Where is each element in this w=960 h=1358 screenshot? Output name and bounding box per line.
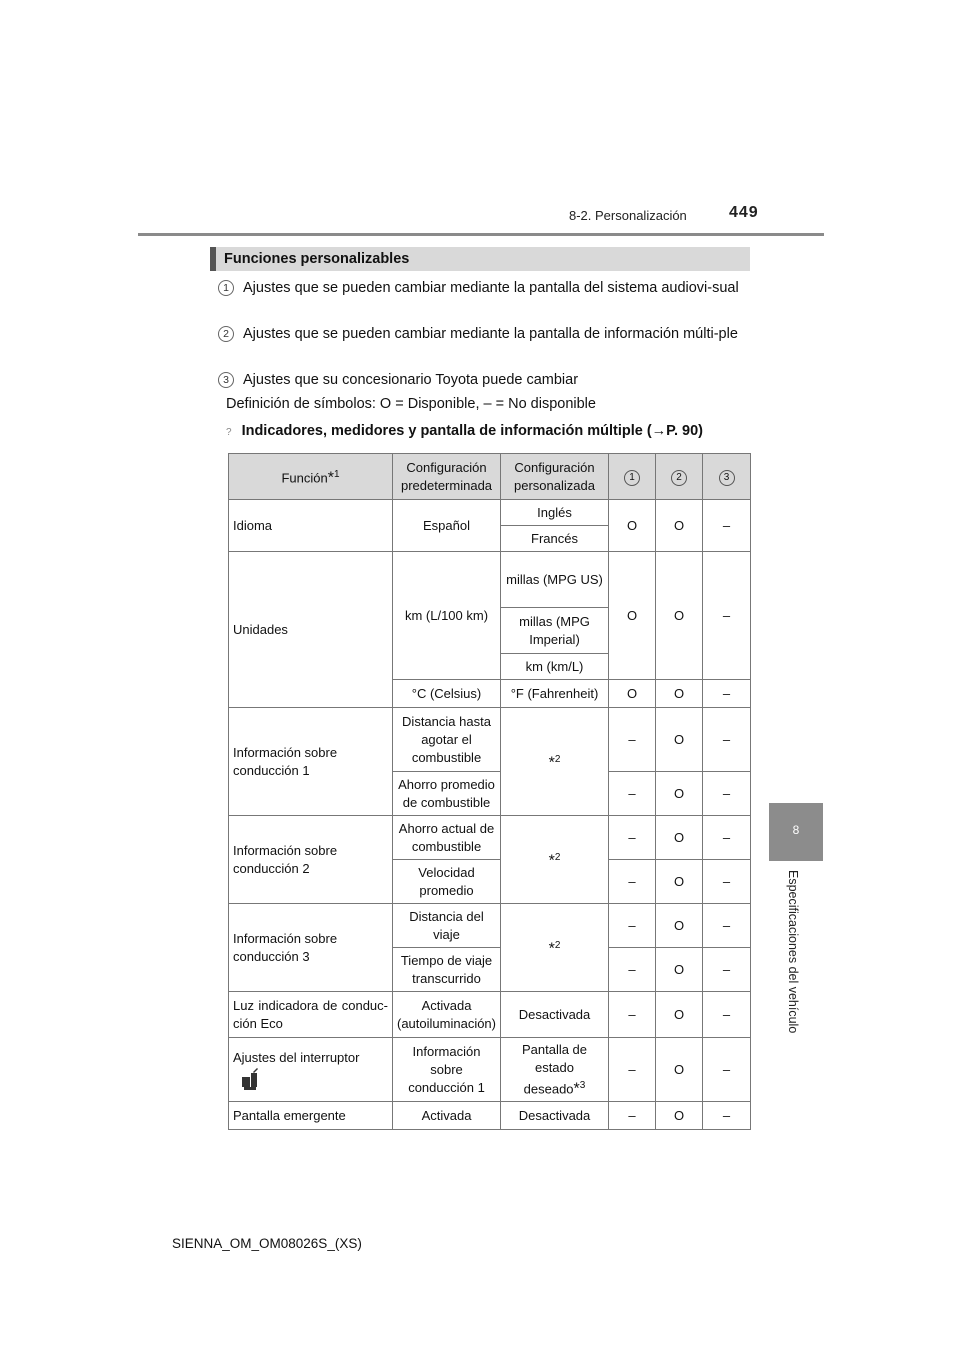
subheading-text: Indicadores, medidores y pantalla de información múltiple (→P. 90) [241,423,703,439]
item-2-text: Ajustes que se pueden cambiar mediante la pantalla de información múlti-ple [243,326,738,342]
cell-custom: millas (MPG US) [501,552,609,608]
table-row [229,552,751,608]
cell-c2: O [656,904,703,948]
cell-c1: – [609,860,656,904]
cell-c3: – [703,816,751,860]
cell-item: Tiempo de viaje transcurrido [393,948,501,992]
document-footer: SIENNA_OM_OM08026S_(XS) [172,1236,362,1251]
cell-c3: – [703,772,751,816]
cell-function: Luz indicadora de conduc-ción Eco [229,992,393,1038]
item-3-text: Ajustes que su concesionario Toyota puede cambiar [243,372,579,388]
cell-item: Velocidad promedio [393,860,501,904]
cell-custom: Pantalla de estado deseado*$^3$ [501,1038,609,1102]
cell-c3: – [703,860,751,904]
cell-c2: O [656,948,703,992]
cell-c2: O [656,680,703,708]
cell-default: °C (Celsius) [393,680,501,708]
cell-c1: – [609,1102,656,1130]
header-col-2: 2 [656,454,703,500]
cell-function: Unidades [229,552,393,708]
number-badge-1: 1 [218,280,234,296]
cell-c3: – [703,708,751,772]
header-custom: Configuración personalizada [501,454,609,500]
cell-c2: O [656,1038,703,1102]
bullet-mark: ? [226,427,232,438]
cell-function: Información sobre conducción 2 [229,816,393,904]
table-row [229,992,751,1038]
cell-c2: O [656,708,703,772]
cell-custom: Desactivada [501,992,609,1038]
cell-c2: O [656,1102,703,1130]
cell-default: km (L/100 km) [393,552,501,680]
table-row [229,708,751,772]
cell-custom: millas (MPG Imperial) [501,608,609,654]
cell-default: Activada (autoiluminación) [393,992,501,1038]
cell-custom: Francés [501,526,609,552]
cell-c2: O [656,772,703,816]
cell-custom: Desactivada [501,1102,609,1130]
cell-c2: O [656,552,703,680]
meter-switch-icon [241,1067,259,1091]
cell-c3: – [703,1102,751,1130]
cell-custom: *$^2$ [501,904,609,992]
header-default: Configuración predeterminada [393,454,501,500]
cell-custom: Inglés [501,500,609,526]
table-row [229,816,751,860]
cell-c1: O [609,500,656,552]
cell-custom: km (km/L) [501,654,609,680]
cell-custom: *$^2$ [501,708,609,816]
table-row [229,1102,751,1130]
cell-item: Distancia del viaje [393,904,501,948]
cell-c3: – [703,680,751,708]
table-row [229,904,751,948]
cell-c1: O [609,552,656,680]
cell-c3: – [703,500,751,552]
cell-function: Ajustes del interruptor [229,1038,393,1102]
cell-c3: – [703,1038,751,1102]
cell-item: Distancia hasta agotar el combustible [393,708,501,772]
cell-function: Idioma [229,500,393,552]
cell-c1: – [609,948,656,992]
cell-c3: – [703,904,751,948]
cell-custom: *$^2$ [501,816,609,904]
chapter-tab [769,803,823,861]
cell-custom: °F (Fahrenheit) [501,680,609,708]
cell-default: Español [393,500,501,552]
cell-c1: – [609,992,656,1038]
header-function: Función*$^1$ [229,454,393,500]
cell-c1: – [609,816,656,860]
header-section-title: 8-2. Personalización [569,208,687,223]
header-divider [138,233,824,236]
number-badge-3: 3 [218,372,234,388]
chapter-label: Especificaciones del vehículo [786,870,800,1034]
cell-c2: O [656,500,703,552]
cell-c2: O [656,816,703,860]
cell-c2: O [656,992,703,1038]
table-header-row [229,454,751,500]
customization-table [228,453,751,1130]
cell-function: Información sobre conducción 3 [229,904,393,992]
cell-function: Información sobre conducción 1 [229,708,393,816]
cell-c1: O [609,680,656,708]
cell-c3: – [703,948,751,992]
cell-c2: O [656,860,703,904]
cell-c1: – [609,1038,656,1102]
chapter-number: 8 [792,823,800,837]
page-number: 449 [729,204,759,221]
cell-default: Activada [393,1102,501,1130]
cell-item: Ahorro promedio de combustible [393,772,501,816]
cell-c3: – [703,992,751,1038]
cell-c1: – [609,708,656,772]
table-row [229,1038,751,1102]
symbol-definitions: Definición de símbolos: O = Disponible, – = No disponible [226,396,596,412]
subheading [226,423,703,439]
cell-c3: – [703,552,751,680]
header-col-1: 1 [609,454,656,500]
cell-c1: – [609,904,656,948]
cell-function: Pantalla emergente [229,1102,393,1130]
cell-default: Información sobre conducción 1 [393,1038,501,1102]
header-col-3: 3 [703,454,751,500]
table-row [229,500,751,526]
item-1-text: Ajustes que se pueden cambiar mediante la pantalla del sistema audiovi-sual [243,280,739,296]
section-title: Funciones personalizables [210,247,750,271]
cell-item: Ahorro actual de combustible [393,816,501,860]
number-badge-2: 2 [218,326,234,342]
cell-c1: – [609,772,656,816]
